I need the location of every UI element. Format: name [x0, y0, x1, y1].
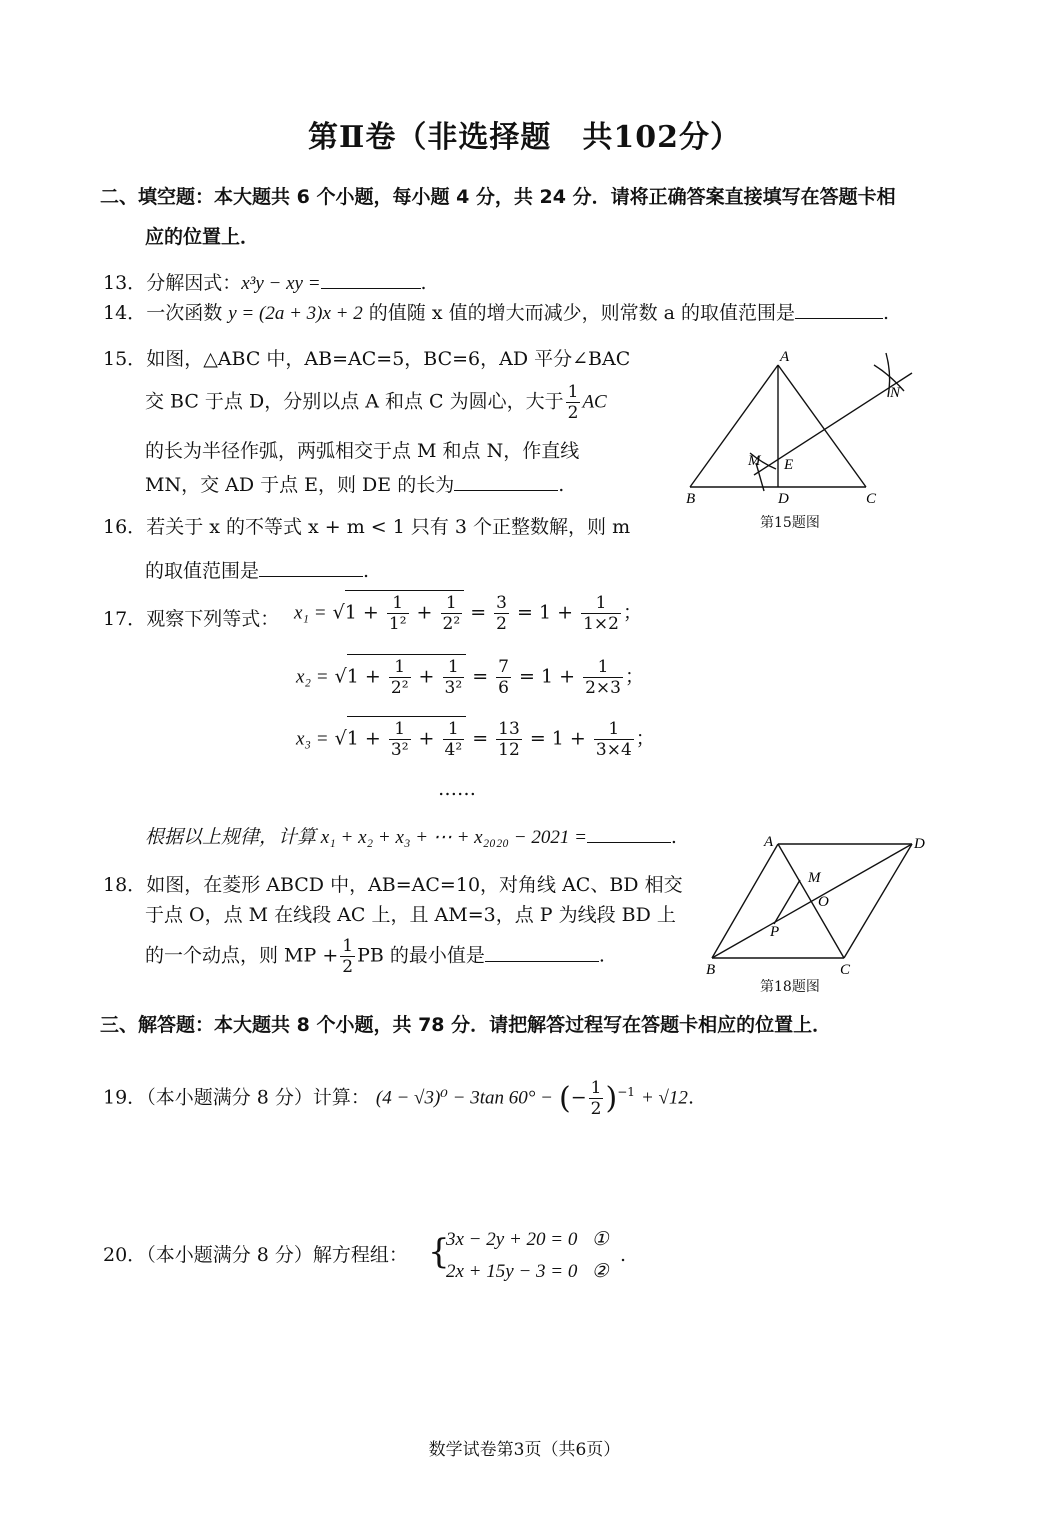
math-expression: y = (2a + 3)x + 2	[228, 303, 363, 324]
equation-3: x₃ = √1 + $\frac{1}{\text{3²}}$ + $\frac{1}{\text{4²}}$ = $\frac{13}{12}$ = 1 + $\frac{1}{3\times 4}$ ；	[296, 716, 655, 760]
question-15-line3: 的长为半径作弧，两弧相交于点 M 和点 N，作直线	[145, 440, 580, 462]
label-P: P	[770, 924, 780, 940]
question-number: 20．	[103, 1244, 147, 1266]
page-title: 第Ⅱ卷（非选择题 共102分）	[308, 120, 741, 155]
question-text: MN，交 AD 于点 E，则 DE 的长为	[145, 474, 455, 496]
question-text: 如图，在菱形 ABCD 中，AB=AC=10，对角线 AC、BD 相交	[146, 874, 683, 896]
question-text: 的取值范围是	[145, 560, 260, 582]
question-number: 13．	[103, 272, 147, 294]
punctuation: .	[598, 944, 605, 967]
punctuation: .	[687, 1086, 694, 1109]
question-text: 一次函数	[146, 302, 223, 324]
label-C: C	[840, 962, 851, 978]
question-text: （本小题满分 8 分）计算：	[146, 1086, 370, 1109]
ellipsis: ……	[438, 778, 476, 800]
label-M: M	[808, 870, 821, 886]
answer-blank	[795, 300, 883, 319]
question-15-line1	[103, 344, 630, 371]
fraction: $\frac{1}{2}$	[567, 382, 579, 423]
answer-blank	[454, 472, 558, 491]
equation-2: x₂ = √1 + $\frac{1}{\text{2²}}$ + $\frac{1}{\text{3²}}$ = $\frac{7}{6}$ = 1 + $\frac{1}{2\times 3}$ ；	[296, 654, 644, 698]
label-N: N	[890, 385, 901, 401]
question-16-line1	[103, 512, 630, 539]
question-15-line4	[145, 470, 564, 497]
answer-blank	[485, 943, 599, 962]
punctuation: .	[670, 826, 677, 848]
equation-1: 3x − 2y + 20 = 0 ①	[446, 1229, 609, 1250]
question-text: PB 的最小值是	[357, 944, 485, 967]
fraction: $\frac{1}{2}$	[342, 936, 354, 977]
question-text: 根据以上规律，计算 x₁ + x₂ + x₃ + ⋯ + x₂₀₂₀ − 2021 =	[145, 827, 587, 848]
question-17-intro	[103, 604, 279, 631]
question-19: 19．（本小题满分 8 分）计算： (4 − √3)⁰ − 3tan 60° − (− $\frac{1}{2}$ )$^{-1}$ + √12.	[103, 1078, 694, 1119]
label-C: C	[866, 491, 877, 507]
label-B: B	[706, 962, 716, 978]
system-brace: {	[428, 1232, 450, 1272]
question-18-line1	[103, 870, 683, 897]
label-A: A	[764, 834, 774, 850]
question-number: 14．	[103, 302, 147, 324]
question-number: 15．	[103, 348, 147, 370]
question-text: 分解因式：	[146, 272, 242, 294]
question-number: 18．	[103, 874, 147, 896]
equation-1: x₁ = √1 + $\frac{1}{\text{1²}}$ + $\frac{1}{\text{2²}}$ = $\frac{3}{2}$ = 1 + $\frac{1}{1\times 2}$ ；	[294, 590, 642, 634]
question-text: 交 BC 于点 D，分别以点 A 和点 C 为圆心，大于	[145, 390, 564, 413]
punctuation: .	[558, 474, 565, 496]
label-O: O	[818, 894, 829, 910]
punctuation: .	[420, 272, 427, 294]
section2-heading-line1: 二、填空题：本大题共 6 个小题，每小题 4 分，共 24 分．请将正确答案直接填写在答题卡相	[100, 186, 896, 208]
answer-blank	[259, 558, 363, 577]
punctuation: .	[882, 302, 890, 324]
question-text: 观察下列等式：	[146, 608, 280, 630]
question-number: 17．	[103, 608, 147, 630]
equation-2: 2x + 15y − 3 = 0 ②	[446, 1261, 609, 1282]
answer-blank	[321, 270, 421, 289]
page-footer: 数学试卷第3页（共6页）	[428, 1440, 621, 1460]
question-number: 19．	[103, 1086, 147, 1109]
label-D: D	[914, 836, 925, 852]
question-text: 的值随 x 值的增大而减少，则常数 a 的取值范围是	[368, 302, 795, 324]
label-A: A	[780, 349, 790, 365]
question-18-line3	[145, 936, 605, 977]
question-14	[103, 298, 889, 325]
question-text: 如图，△ABC 中，AB=AC=5，BC=6，AD 平分∠BAC	[146, 348, 631, 370]
figure-15-diagram	[680, 345, 930, 515]
question-text: AC	[582, 391, 607, 413]
question-13	[103, 268, 427, 295]
math-expression: + √12	[640, 1087, 688, 1109]
question-20	[103, 1240, 408, 1267]
question-15-line2	[145, 382, 607, 423]
label-B: B	[686, 491, 696, 507]
punctuation: .	[363, 560, 370, 582]
figure-18-caption: 第18题图	[760, 979, 820, 995]
label-E: E	[784, 457, 794, 473]
figure-18-diagram	[700, 830, 940, 980]
question-16-line2	[145, 556, 369, 583]
question-text: 若关于 x 的不等式 x + m < 1 只有 3 个正整数解，则 m	[146, 516, 631, 538]
label-D: D	[778, 491, 789, 507]
question-text: 的一个动点，则 MP +	[145, 944, 339, 967]
figure-15-caption: 第15题图	[760, 515, 820, 531]
punctuation: .	[620, 1244, 627, 1266]
question-18-line2: 于点 O，点 M 在线段 AC 上，且 AM=3，点 P 为线段 BD 上	[145, 904, 676, 926]
section3-heading: 三、解答题：本大题共 8 个小题，共 78 分．请把解答过程写在答题卡相应的位置上．	[100, 1014, 832, 1036]
math-expression: x³y − xy =	[241, 273, 321, 294]
question-number: 16．	[103, 516, 147, 538]
math-expression: (4 − √3)⁰ − 3tan 60° −	[375, 1087, 553, 1109]
answer-blank	[587, 824, 671, 843]
question-text: （本小题满分 8 分）解方程组：	[146, 1244, 408, 1266]
label-M: M	[748, 453, 761, 469]
section2-heading-line2: 应的位置上．	[145, 226, 260, 248]
question-17-conclusion	[145, 822, 677, 849]
